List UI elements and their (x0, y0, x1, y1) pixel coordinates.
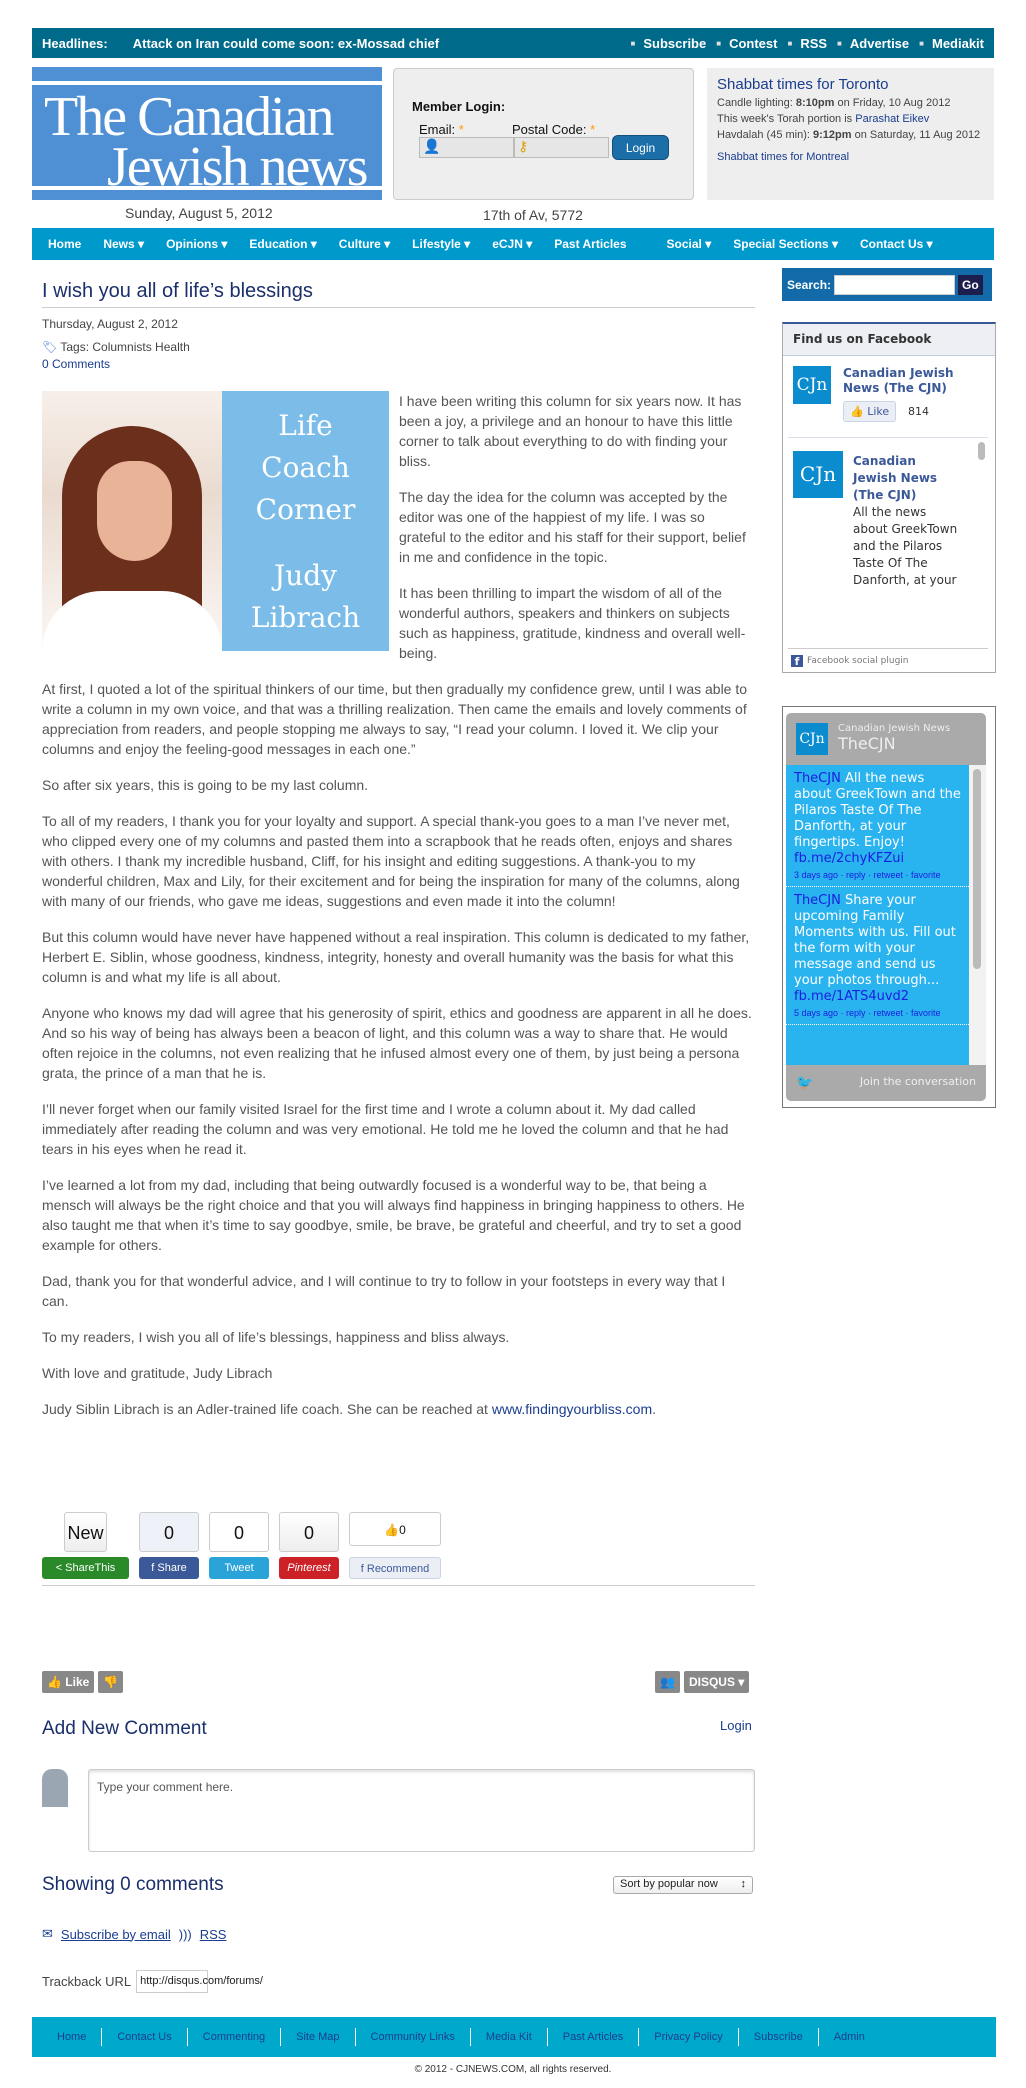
candle-lighting: Candle lighting: 8:10pm on Friday, 10 Aug 2012 (717, 97, 951, 109)
community-icon[interactable]: 👥 (655, 1671, 680, 1693)
article-date: Thursday, August 2, 2012 (42, 317, 178, 331)
nav-lifestyle[interactable]: Lifestyle ▾ (412, 237, 470, 251)
scrollbar[interactable] (978, 442, 985, 460)
havdalah: Havdalah (45 min): 9:12pm on Saturday, 11 Aug 2012 (717, 129, 981, 141)
like-count: 814 (908, 405, 929, 418)
disqus-menu (655, 1671, 749, 1693)
comments-count-link[interactable]: 0 Comments (42, 357, 111, 371)
tweet-link[interactable]: fb.me/1ATS4uvd2 (794, 989, 910, 1004)
search-go-button[interactable]: Go (958, 275, 983, 295)
email-icon: ✉ (42, 1926, 53, 1941)
search-label: Search: (787, 277, 832, 292)
paragraph: To my readers, I wish you all of life’s blessings, happiness and bliss always. (42, 1329, 510, 1345)
bio-link[interactable]: www.findingyourbliss.com (491, 1401, 653, 1417)
nav-education[interactable]: Education ▾ (249, 237, 316, 251)
headline-link[interactable]: Attack on Iran could come soon: ex-Mossad chief (132, 35, 440, 51)
disqus-dropdown[interactable]: DISQUS ▾ (684, 1671, 749, 1693)
top-link-mediakit[interactable]: ■ Mediakit (919, 36, 984, 51)
top-link-rss[interactable]: ■ RSS (787, 36, 827, 51)
footer-privacy[interactable]: Privacy Policy (639, 2028, 738, 2046)
rss-link[interactable]: RSS (199, 1926, 227, 1942)
footer-past-articles[interactable]: Past Articles (548, 2028, 640, 2046)
nav-home[interactable]: Home (48, 237, 82, 251)
tweet-button[interactable]: Tweet (209, 1557, 269, 1579)
footer-admin[interactable]: Admin (833, 2031, 865, 2043)
torah-portion: This week's Torah portion is Parashat Eikev (717, 113, 930, 125)
sort-select[interactable]: Sort by popular now ↕ (613, 1876, 753, 1894)
facebook-stream[interactable] (788, 437, 988, 645)
user-icon: 👤 (423, 138, 441, 154)
author-bio: Judy Siblin Librach is an Adler-trained life coach. She can be reached at www.findingyourbliss.com. (42, 1401, 657, 1417)
like-button[interactable]: 👍 Like (42, 1671, 94, 1693)
gregorian-date: Sunday, August 5, 2012 (125, 205, 273, 221)
article-image (42, 391, 389, 651)
nav-past-articles[interactable]: Past Articles (554, 237, 627, 251)
login-button[interactable]: Login (612, 135, 669, 160)
footer-media-kit[interactable]: Media Kit (471, 2028, 548, 2046)
nav-special-sections[interactable]: Special Sections ▾ (733, 237, 838, 251)
sharethis-button[interactable]: < ShareThis (42, 1557, 129, 1579)
site-logo[interactable] (32, 67, 382, 200)
paragraph: But this column would have never have happened without a real inspiration. This column is dedicated to my father, Herbert E. Siblin, whose goodness, kindness, integrity, honesty and overall humanity was the basis for what this column is and what my life is all about. (42, 929, 750, 985)
nav-ecjn[interactable]: eCJN ▾ (492, 237, 532, 251)
nav-contact-us[interactable]: Contact Us ▾ (860, 237, 933, 251)
member-login-box (393, 68, 694, 200)
rss-icon: ))) (178, 1926, 192, 1942)
torah-portion-link[interactable]: Parashat Eikev (855, 113, 930, 125)
paragraph: It has been thrilling to impart the wisdom of all of the wonderful authors, speakers and thinkers on subjects such as happiness, gratitude, kindness and overall well-being. (399, 585, 746, 661)
shabbat-title: Shabbat times for Toronto (717, 76, 889, 93)
pinterest-count: 0 (279, 1512, 339, 1552)
facebook-like-button[interactable]: 👍 Like (843, 401, 896, 422)
tag-icon: 🏷 (42, 340, 58, 354)
twitter-account-name: Canadian Jewish News (838, 723, 951, 734)
cjn-logo[interactable]: CJn (793, 366, 831, 404)
author-photo (42, 391, 222, 651)
shabbat-times-box (707, 68, 994, 200)
recommend-count: 👍0 (349, 1512, 441, 1546)
footer-subscribe[interactable]: Subscribe (739, 2028, 819, 2046)
footer-community-links[interactable]: Community Links (356, 2028, 471, 2046)
recommend-button[interactable]: f Recommend (349, 1557, 441, 1579)
footer-contact[interactable]: Contact Us (102, 2028, 187, 2046)
avatar (42, 1769, 68, 1807)
twitter-handle[interactable]: TheCJN (838, 734, 896, 753)
thumbs-up-icon: 👍 (850, 405, 864, 418)
tweet-count: 0 (209, 1512, 269, 1552)
tweet-link[interactable]: fb.me/2chyKFZui (794, 851, 905, 866)
comment-input[interactable]: Type your comment here. (88, 1769, 755, 1852)
nav-news[interactable]: News ▾ (103, 237, 144, 251)
paragraph: So after six years, this is going to be my last column. (42, 777, 369, 793)
paragraph: I’ve learned a lot from my dad, including that being outwardly focused is a wonderful way to be, that being a mensch will always be the right choice and that you will always find happiness in bringing happiness to others. He also taught me that when it’s time to say goodbye, smile, be brave, be grateful and cheerful, and try to set a good example for others. (42, 1177, 745, 1253)
facebook-icon: f (791, 655, 803, 667)
paragraph: Anyone who knows my dad will agree that his generosity of spirit, ethics and goodness are apparent in all he does. And so his way of being has always been a beacon of light, and this column was a way to share that. He would often rejoice in the columns, not even realizing that he infused almost every one of them, by just being a persona grata, the prince of a man that he is. (42, 1005, 752, 1081)
facebook-header: Find us on Facebook (783, 324, 995, 356)
add-comment-heading: Add New Comment (42, 1718, 207, 1739)
email-field[interactable] (419, 137, 514, 158)
divider (42, 1585, 755, 1586)
postal-code-field[interactable] (514, 137, 609, 158)
paragraph: With love and gratitude, Judy Librach (42, 1365, 273, 1381)
login-title: Member Login: (412, 99, 506, 114)
logo-line1: The Canadian (44, 86, 333, 148)
twitter-widget (782, 706, 996, 1108)
logo-line2: Jewish news (107, 136, 367, 198)
headline-bar (32, 28, 994, 58)
facebook-share-count: 0 (139, 1512, 199, 1552)
nav-social[interactable]: Social ▾ (667, 237, 712, 251)
disqus-login-link[interactable]: Login (720, 1718, 752, 1733)
tweet-time: 3 days ago · reply · retweet · favorite (794, 870, 941, 880)
join-conversation-link[interactable]: Join the conversation (859, 1075, 976, 1088)
post-text: All the news about GreekTown and the Pilaros Taste Of The Danforth, at your (853, 505, 958, 587)
top-link-subscribe[interactable]: ■ Subscribe (631, 36, 707, 51)
nav-opinions[interactable]: Opinions ▾ (166, 237, 227, 251)
footer-commenting[interactable]: Commenting (188, 2028, 281, 2046)
hebrew-date: 17th of Av, 5772 (483, 207, 583, 223)
headlines-label: Headlines: (42, 35, 108, 51)
scrollbar[interactable] (969, 765, 986, 1065)
article-meta (42, 316, 190, 373)
pinterest-button[interactable]: Pinterest (279, 1557, 339, 1579)
montreal-times-link[interactable]: Shabbat times for Montreal (717, 151, 850, 163)
tweet-time: 5 days ago · reply · retweet · favorite (794, 1008, 941, 1018)
facebook-footer: f Facebook social plugin (788, 648, 988, 672)
tweet: TheCJN All the news about GreekTown and the Pilaros Taste Of The Danforth, at your fingertips. Enjoy! fb.me/2chyKFZui 3 days ago · reply · retweet · favorite (786, 765, 969, 887)
life-coach-corner-panel: Life Coach Corner Judy Librach (222, 391, 389, 651)
comments-count-heading: Showing 0 comments (42, 1874, 224, 1895)
subscribe-email-link[interactable]: Subscribe by email (60, 1926, 171, 1942)
footer-nav (32, 2017, 996, 2057)
footer-sitemap[interactable]: Site Map (281, 2028, 355, 2046)
paragraph: Dad, thank you for that wonderful advice, and I will continue to try to follow in your footsteps in every way that I can. (42, 1273, 726, 1309)
trackback (42, 1970, 263, 1993)
facebook-share-button[interactable]: f Share (139, 1557, 199, 1579)
paragraph: The day the idea for the column was accepted by the editor was one of the happiest of my life. I was so grateful to the editor and his staff for their support, belief in me and confidence in the topic. (399, 489, 746, 565)
search-box (782, 268, 992, 301)
paragraph: I’ll never forget when our family visited Israel for the first time and I wrote a column about it. My dad called immediately after reading the column and was very emotional. He told me he loved the column and that he had tears in his eyes when he read it. (42, 1101, 729, 1157)
trackback-url-field[interactable]: http://disqus.com/forums/ (136, 1970, 208, 1993)
article-tags: Tags: Columnists Health (60, 340, 190, 354)
twitter-bird-icon: 🐦 (796, 1075, 814, 1091)
dislike-button[interactable]: 👎 (98, 1671, 123, 1693)
postal-label: Postal Code: * (512, 122, 596, 137)
search-input[interactable] (834, 275, 955, 295)
cjn-logo[interactable]: CJn (796, 723, 828, 755)
main-nav (32, 228, 994, 260)
nav-culture[interactable]: Culture ▾ (339, 237, 390, 251)
paragraph: To all of my readers, I thank you for your loyalty and support. A special thank-you goes to a man I’ve never met, who clipped every one of my columns and pasted them into a scrapbook that he reads often, enjoys and shares with others. I thank my incredible husband, Cliff, for his insight and editing suggestions. A thank-you to my wonderful children, Max and Lily, for their excitement and for being the inspiration for many of the columns, along with many of our friends, who gave me ideas, suggestions and even made it into the column! (42, 813, 740, 909)
email-label: Email: * (419, 122, 464, 137)
paragraph: I have been writing this column for six years now. It has been a joy, a privilege and an honour to have this little corner to talk about everything to do with finding your bliss. (399, 393, 742, 469)
paragraph: At first, I quoted a lot of the spiritual thinkers of our time, but then gradually my confidence grew, until I was able to write a column in my own voice, and that was a thrilling realization. Then came the emails and lovely comments of appreciation from readers, and people stopping me always to say, “I read your column. I loved it. We clip your columns and enjoy the feeling-good messages in each one.” (42, 681, 748, 757)
post-author[interactable]: Canadian Jewish News (The CJN) (853, 454, 938, 502)
tweet-list (786, 765, 969, 1065)
facebook-widget (782, 322, 996, 673)
subscribe-links (42, 1926, 226, 1942)
reaction-buttons (42, 1671, 123, 1693)
article-body (42, 391, 755, 1435)
key-icon: ⚷ (518, 138, 529, 154)
share-bar (42, 1512, 441, 1579)
footer-home[interactable]: Home (42, 2028, 102, 2046)
top-link-advertise[interactable]: ■ Advertise (837, 36, 909, 51)
cjn-logo: CJn (793, 451, 843, 498)
article-title: I wish you all of life’s blessings (42, 280, 755, 308)
top-link-contest[interactable]: ■ Contest (716, 36, 777, 51)
copyright: © 2012 - CJNEWS.COM, all rights reserved. (414, 2064, 612, 2075)
top-links (631, 36, 984, 51)
facebook-page-link[interactable]: Canadian Jewish News (The CJN) (843, 366, 954, 395)
sharethis-count: New (64, 1512, 107, 1552)
trackback-label: Trackback URL (42, 1974, 132, 1989)
tweet: TheCJN Share your upcoming Family Moments with us. Fill out the form with your message and send us your photos through... fb.me/1ATS4uvd2 5 days ago · reply · retweet · favorite (786, 887, 969, 1025)
